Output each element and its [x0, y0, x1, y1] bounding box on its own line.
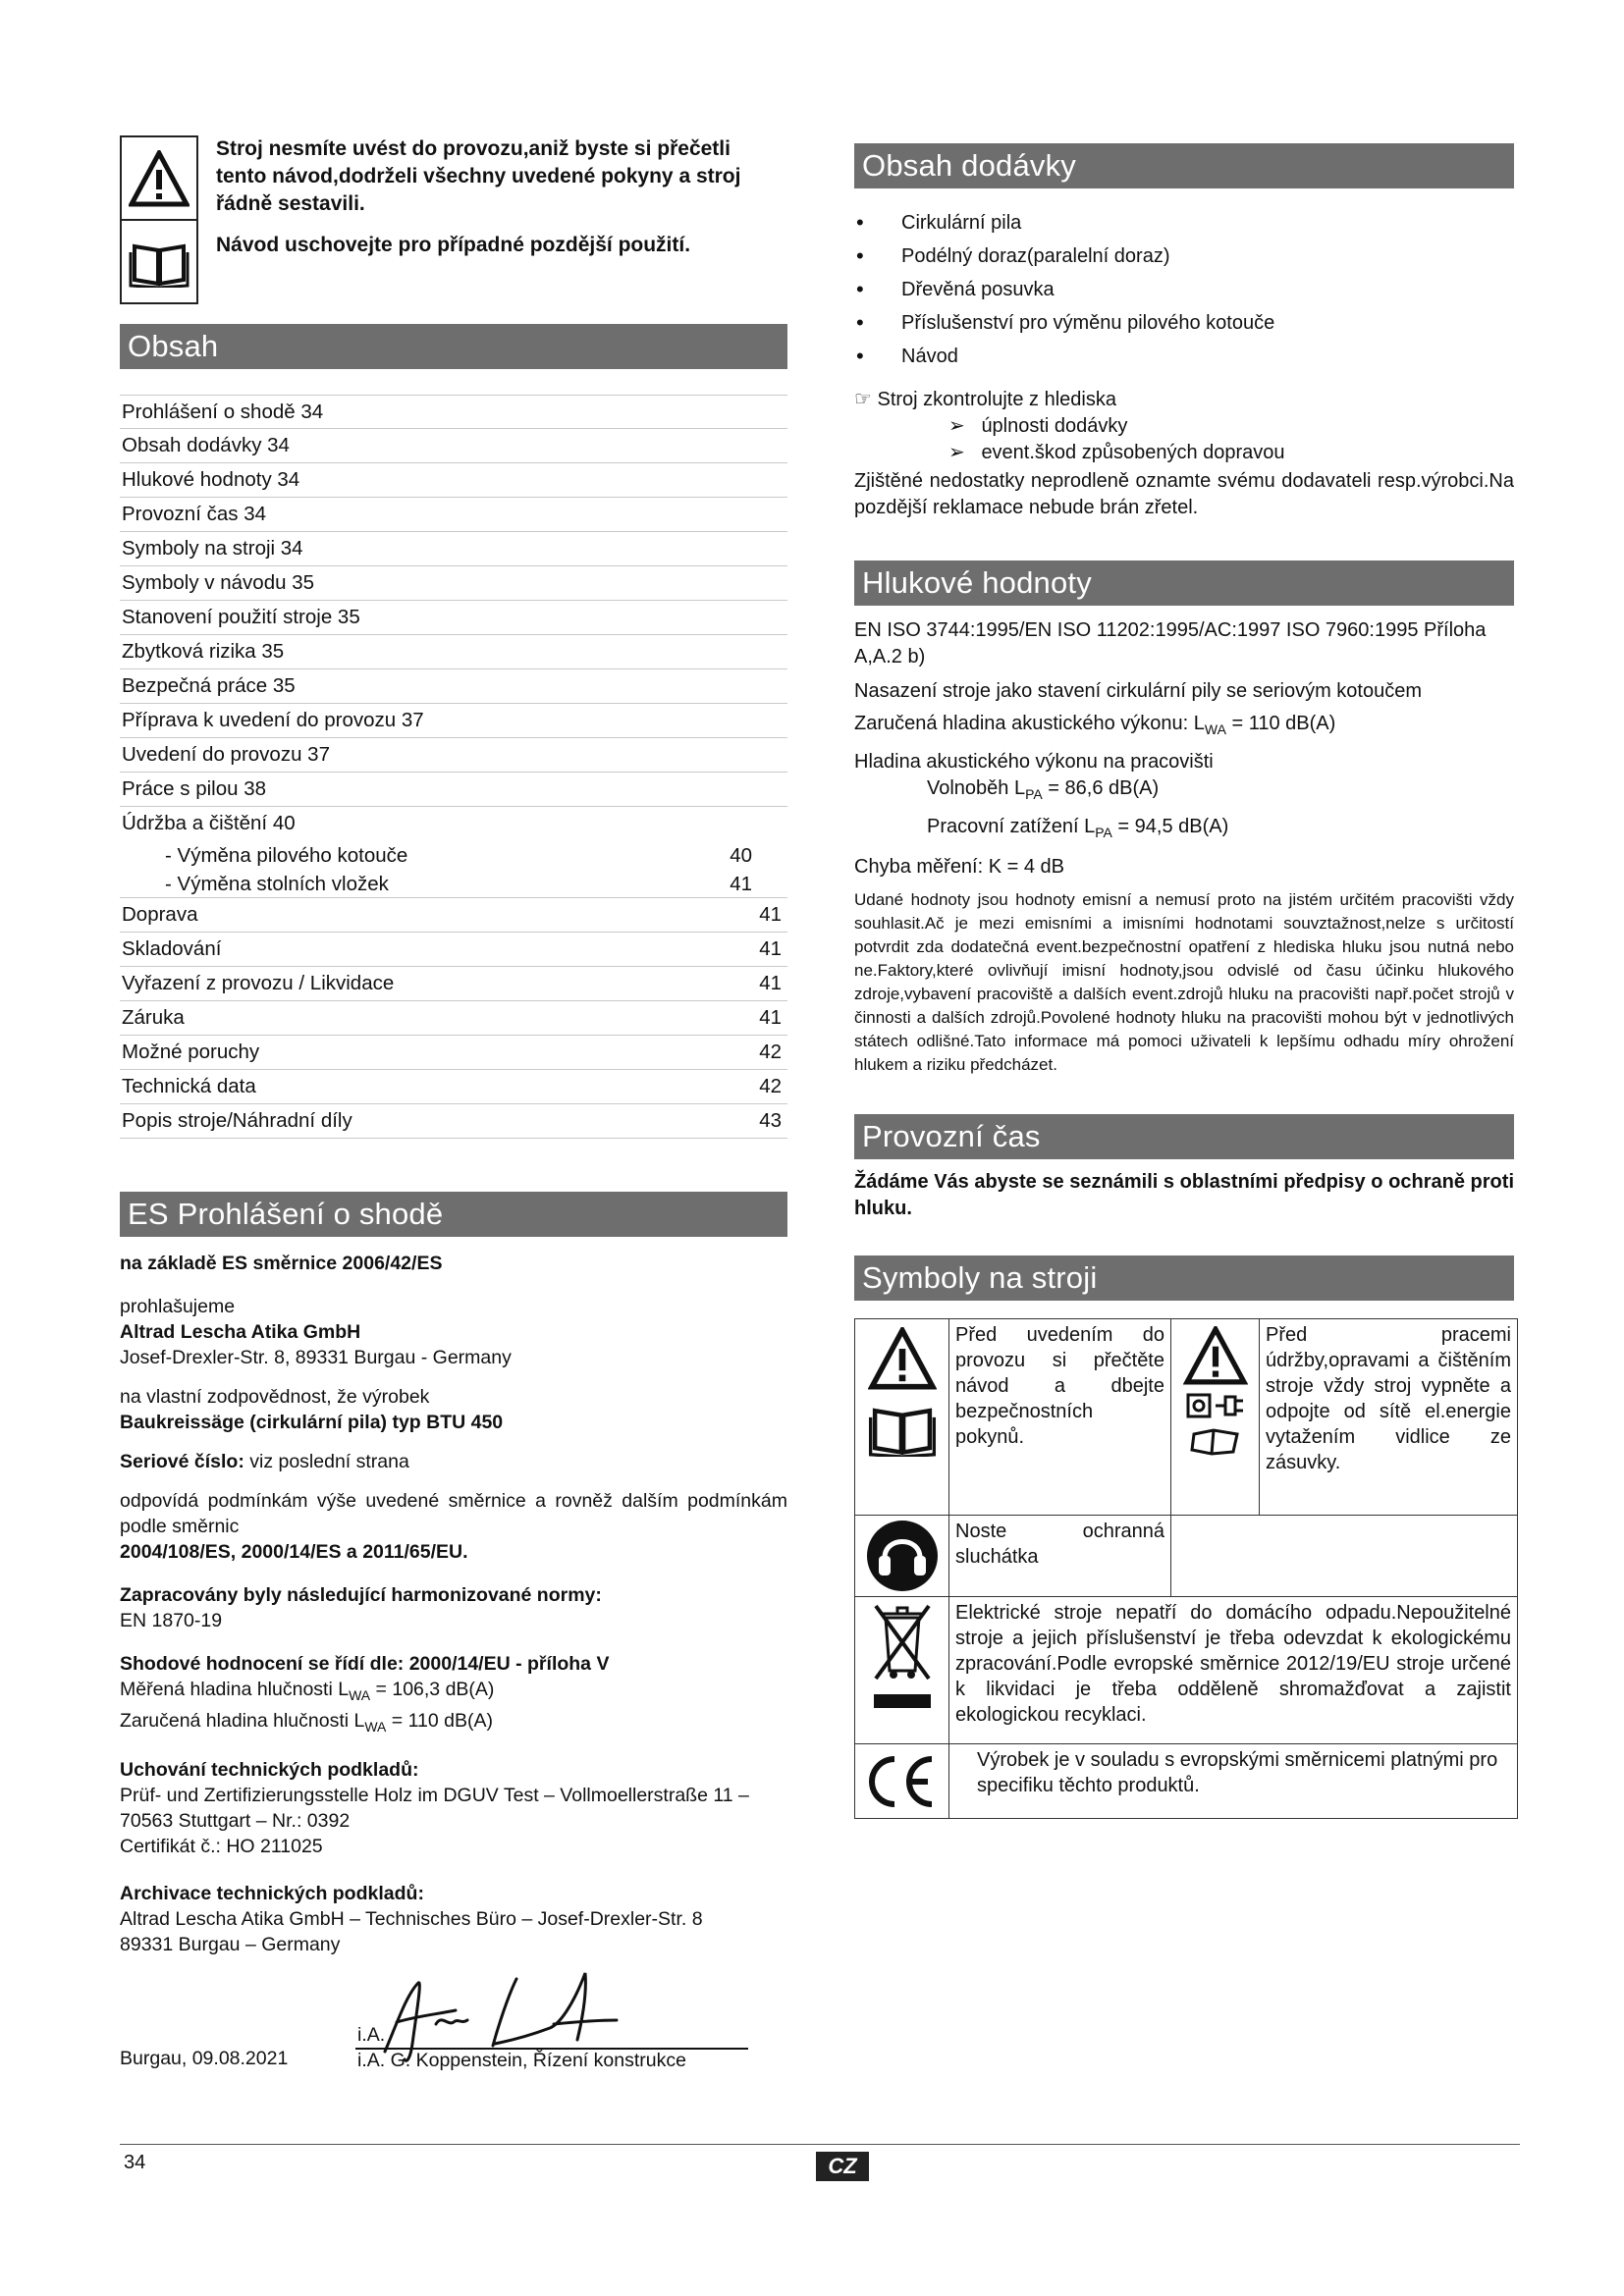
toc-row[interactable]	[120, 1001, 787, 1036]
noise-guaranteed	[854, 711, 1514, 743]
list-item: • Cirkulární pila	[854, 206, 1514, 240]
declaration-basis: na základě ES směrnice 2006/42/ES	[120, 1253, 443, 1274]
toc-label: Možné poruchy	[122, 1041, 260, 1063]
warning-triangle-icon	[1183, 1326, 1248, 1385]
symbol-cell	[1171, 1319, 1260, 1516]
symbol-text-cell	[949, 1319, 1171, 1516]
guaranteed-text: Zaručená hladina hlučnosti L	[120, 1709, 365, 1732]
symbol-cell	[855, 1319, 949, 1516]
toc-row[interactable]	[120, 1070, 787, 1104]
toc-label: Skladování	[122, 937, 222, 960]
toc-row[interactable]	[120, 773, 787, 807]
left-column	[120, 135, 787, 2073]
declaration-body	[120, 1251, 787, 2073]
read-manual-icon	[868, 1400, 937, 1457]
right-column	[854, 143, 1514, 1819]
symbol-cell	[855, 1516, 949, 1597]
toc-row[interactable]	[120, 898, 787, 933]
warning-block	[120, 135, 787, 308]
empty-cell	[1171, 1516, 1518, 1597]
toc-row[interactable]	[120, 498, 787, 532]
noise-header: Hlukové hodnoty	[854, 561, 1514, 606]
toc-label: - Výměna pilového kotouče	[165, 844, 408, 867]
toc-label: Stanovení použití stroje 35	[122, 606, 360, 628]
toc-label: Práce s pilou 38	[122, 777, 267, 800]
signer-name: i.A. G. Koppenstein, Řízení konstrukce	[357, 2049, 686, 2071]
toc-label: Vyřazení z provozu / Likvidace	[122, 972, 395, 994]
declaration-directives: 2004/108/ES, 2000/14/ES a 2011/65/EU.	[120, 1541, 468, 1563]
declaration-company: Altrad Lescha Atika GmbH	[120, 1321, 361, 1343]
symbol-cell	[855, 1744, 949, 1819]
serial-value: viz poslední strana	[244, 1451, 409, 1472]
toc-label: Symboly na stroji 34	[122, 537, 303, 560]
toc-row[interactable]	[120, 669, 787, 704]
table-row	[855, 1597, 1518, 1744]
noise-error: Chyba měření: K = 4 dB	[854, 856, 1065, 878]
declaration-measured	[120, 1677, 787, 1708]
toc-label: Doprava	[122, 903, 198, 926]
table-row	[855, 1516, 1518, 1597]
list-item: • Návod	[854, 340, 1514, 373]
noise-body	[854, 617, 1514, 1077]
noise-guaranteed-sub: WA	[1204, 721, 1226, 737]
declaration-address: Josef-Drexler-Str. 8, 89331 Burgau - Germany	[120, 1347, 512, 1368]
noise-usage: Nasazení stroje jako stavení cirkulární pily se seriovým kotoučem	[854, 680, 1423, 702]
warning-line-1: Stroj nesmíte uvést do provozu,aniž byste si přečetli tento návod,dodrželi všechny uvedené pokyny a stroj řádně sestavili.	[216, 137, 741, 215]
toc-label: Zbytková rizika 35	[122, 640, 285, 663]
symbols-header: Symboly na stroji	[854, 1255, 1514, 1301]
noise-guaranteed-text: Zaručená hladina akustického výkonu: L	[854, 713, 1205, 734]
delivery-header: Obsah dodávky	[854, 143, 1514, 188]
toc-label: Údržba a čištění 40	[122, 812, 296, 834]
declaration-archive-line2: 89331 Burgau – Germany	[120, 1933, 341, 1955]
declaration-norms-label: Zapracovány byly následující harmonizované normy:	[120, 1584, 602, 1606]
declaration-assessment: Shodové hodnocení se řídí dle: 2000/14/EU - příloha V	[120, 1653, 610, 1675]
pointing-hand-icon: ☞	[854, 389, 872, 410]
noise-workplace: Hladina akustického výkonu na pracovišti	[854, 751, 1214, 773]
toc-row[interactable]	[120, 704, 787, 738]
symbol-icons	[861, 1327, 943, 1457]
list-item: • Podélný doraz(paralelní doraz)	[854, 240, 1514, 273]
toc-header: Obsah	[120, 324, 787, 369]
toc-label: Hlukové hodnoty 34	[122, 468, 300, 491]
declaration-archive-line1: Altrad Lescha Atika GmbH – Technisches Büro – Josef-Drexler-Str. 8	[120, 1907, 703, 1930]
check-intro-row	[854, 387, 1514, 413]
symbol-text-cell	[949, 1516, 1171, 1597]
declaration-declare: prohlašujeme	[120, 1296, 236, 1317]
declaration-conforms: odpovídá podmínkám výše uvedené směrnice a rovněž dalším podmínkám podle směrnic	[120, 1490, 787, 1537]
guaranteed-sub: WA	[364, 1718, 387, 1735]
toc-label: - Výměna stolních vložek	[165, 873, 389, 895]
toc-label: Prohlášení o shodě 34	[122, 400, 324, 423]
declaration-product: Baukreissäge (cirkulární pila) typ BTU 450	[120, 1412, 504, 1433]
toc-row[interactable]	[120, 807, 787, 841]
toc-label: Uvedení do provozu 37	[122, 743, 330, 766]
arrow-icon: ➢	[948, 442, 965, 463]
ear-protection-text: Noste ochranná sluchátka	[955, 1521, 1164, 1568]
delivery-list	[854, 206, 1514, 373]
declaration-responsibility: na vlastní zodpovědnost, že výrobek	[120, 1386, 430, 1408]
table-row	[855, 1744, 1518, 1819]
toc-label: Popis stroje/Náhradní díly	[122, 1109, 352, 1132]
footer-line	[120, 2144, 1520, 2145]
declaration-tech-line3: Certifikát č.: HO 211025	[120, 1835, 323, 1857]
symbol-icons	[1177, 1326, 1253, 1456]
ia-label: i.A.	[357, 2023, 386, 2046]
read-manual-icon	[122, 219, 196, 302]
noise-idle-value: = 86,6 dB(A)	[1042, 777, 1160, 799]
toc-row[interactable]	[120, 395, 787, 429]
warning-triangle-icon	[868, 1327, 937, 1390]
check-item-text: event.škod způsobených dopravou	[981, 442, 1285, 463]
toc-page: 41	[759, 937, 782, 960]
toc-label: Technická data	[122, 1075, 256, 1097]
toc-row[interactable]	[120, 601, 787, 635]
toc-page: 42	[759, 1041, 782, 1063]
declaration-tech-label: Uchování technických podkladů:	[120, 1758, 419, 1781]
toc-row[interactable]	[120, 635, 787, 669]
warning-triangle-icon	[122, 137, 196, 219]
check-intro: Stroj zkontrolujte z hlediska	[877, 389, 1116, 410]
noise-idle-text: Volnoběh L	[927, 777, 1026, 799]
symbol-text-cell	[949, 1597, 1518, 1744]
declaration-header: ES Prohlášení o shodě	[120, 1192, 787, 1237]
toc-label: Bezpečná práce 35	[122, 674, 296, 697]
ear-protection-icon	[865, 1519, 940, 1593]
manual-book-icon	[1190, 1426, 1241, 1456]
language-badge: CZ	[816, 2152, 869, 2181]
arrow-icon: ➢	[948, 415, 965, 437]
toc-label: Provozní čas 34	[122, 503, 266, 525]
table-row	[855, 1319, 1518, 1516]
measured-sub: WA	[349, 1686, 371, 1703]
check-item	[854, 413, 1514, 440]
ce-mark-icon	[861, 1753, 940, 1810]
check-item	[854, 440, 1514, 466]
declaration-guaranteed	[120, 1708, 787, 1739]
symbols-table	[854, 1318, 1518, 1819]
declaration-archive-label: Archivace technických podkladů:	[120, 1882, 424, 1904]
toc-page: 40	[730, 844, 752, 867]
noise-norms: EN ISO 3744:1995/EN ISO 11202:1995/AC:1997 ISO 7960:1995 Příloha A,A.2 b)	[854, 619, 1487, 667]
check-item-text: úplnosti dodávky	[981, 415, 1128, 437]
measured-text: Měřená hladina hlučnosti L	[120, 1679, 350, 1700]
toc-page: 41	[730, 873, 752, 895]
read-manual-text: Před uvedením do provozu si přečtěte návod a dbejte bezpečnostních pokynů.	[955, 1324, 1164, 1448]
signature-area	[120, 1965, 787, 2073]
declaration-tech-line2: 70563 Stuttgart – Nr.: 0392	[120, 1809, 351, 1832]
delivery-notice: Zjištěné nedostatky neprodleně oznamte svému dodavateli resp.výrobci.Na pozdější reklamace nebude brán zřetel.	[854, 470, 1514, 518]
noise-guaranteed-value: = 110 dB(A)	[1225, 713, 1336, 734]
toc-page: 41	[759, 1006, 782, 1029]
toc-page: 42	[759, 1075, 782, 1097]
toc-row[interactable]	[120, 933, 787, 967]
warning-line-2: Návod uschovejte pro případné pozdější použití.	[216, 234, 691, 256]
noise-idle-sub: PA	[1025, 786, 1043, 802]
list-item: • Dřevěná posuvka	[854, 273, 1514, 306]
noise-load-text: Pracovní zatížení L	[927, 816, 1096, 837]
toc-label: Příprava k uvedení do provozu 37	[122, 709, 424, 731]
toc-row[interactable]	[120, 463, 787, 498]
toc-row[interactable]	[120, 566, 787, 601]
operating-text: Žádáme Vás abyste se seznámili s oblastními předpisy o ochraně proti hluku.	[854, 1171, 1514, 1219]
toc-page: 41	[759, 903, 782, 926]
toc-row[interactable]	[120, 1104, 787, 1139]
toc-page: 41	[759, 972, 782, 994]
operating-header: Provozní čas	[854, 1114, 1514, 1159]
declaration-tech-line1: Prüf- und Zertifizierungsstelle Holz im DGUV Test – Vollmoellerstraße 11 –	[120, 1784, 749, 1806]
noise-load	[854, 814, 1514, 846]
warning-icons	[120, 135, 198, 304]
toc-row[interactable]	[120, 738, 787, 773]
toc-row[interactable]	[120, 967, 787, 1001]
ce-text: Výrobek je v souladu s evropskými směrnicemi platnými pro specifiku těchto produktů.	[977, 1749, 1498, 1796]
check-block	[854, 387, 1514, 521]
disposal-text: Elektrické stroje nepatří do domácího odpadu.Nepoužitelné stroje a jejich příslušenství je třeba odevzdat k ekologickému zpracování.Podle evropské směrnice 2012/19/EU stroje určené k likvidaci je třeba odděleně shromažďovat a zajistit ekologickou recyklaci.	[955, 1602, 1511, 1726]
noise-note: Udané hodnoty jsou hodnoty emisní a nemusí proto na jistém určitém pracovišti vždy souhlasit.Ač je mezi emisními a imisními hodnotami souvztažnost,nelze s určitostí potvrdit zda dodatečná event.bezpečnostní opatření z hlediska hluku jsou nutná nebo ne.Faktory,které ovlivňují imisní hodnoty,jsou odvislé od času účinku hlukového zdroje,vybavení pracoviště a dalších event.zdrojů hluku na pracovišti např.počet strojů v činnosti a dalších zdrojů.Povolené hodnoty hluku na pracovišti mohou být v jednotlivých státech odlišné.Tato informace má pomoci uživateli k lepšímu odhadu míry ohrožení hlukem a riziku předcházet.	[854, 890, 1514, 1074]
toc-label: Obsah dodávky 34	[122, 434, 290, 456]
maintenance-text: Před pracemi údržby,opravami a čištěním stroje vždy stroj vypněte a odpojte od sítě el.energie vytažením vidlice ze zásuvky.	[1266, 1324, 1511, 1473]
toc-subrow[interactable]	[120, 841, 787, 870]
noise-load-sub: PA	[1095, 825, 1112, 840]
crossed-bin-icon	[870, 1600, 935, 1718]
guaranteed-value: = 110 dB(A)	[386, 1709, 493, 1732]
warning-text	[216, 135, 766, 259]
toc-page: 43	[759, 1109, 782, 1132]
place-date: Burgau, 09.08.2021	[120, 2047, 289, 2069]
symbol-cell	[855, 1597, 949, 1744]
symbol-text-cell	[1260, 1319, 1518, 1516]
page-number: 34	[124, 2152, 146, 2173]
measured-value: = 106,3 dB(A)	[370, 1679, 495, 1700]
symbol-text-cell	[949, 1744, 1518, 1819]
toc-label: Záruka	[122, 1006, 185, 1029]
toc-subrow[interactable]	[120, 870, 787, 898]
noise-idle	[854, 775, 1514, 808]
toc-row[interactable]	[120, 532, 787, 566]
unplug-icon	[1186, 1391, 1245, 1420]
noise-load-value: = 94,5 dB(A)	[1111, 816, 1229, 837]
serial-label: Seriové číslo:	[120, 1451, 244, 1472]
list-item: • Příslušenství pro výměnu pilového kotouče	[854, 306, 1514, 340]
declaration-serial	[120, 1449, 787, 1474]
toc-row[interactable]	[120, 429, 787, 463]
toc-row[interactable]	[120, 1036, 787, 1070]
toc-label: Symboly v návodu 35	[122, 571, 315, 594]
table-of-contents	[120, 395, 787, 1139]
declaration-norms-value: EN 1870-19	[120, 1610, 223, 1631]
